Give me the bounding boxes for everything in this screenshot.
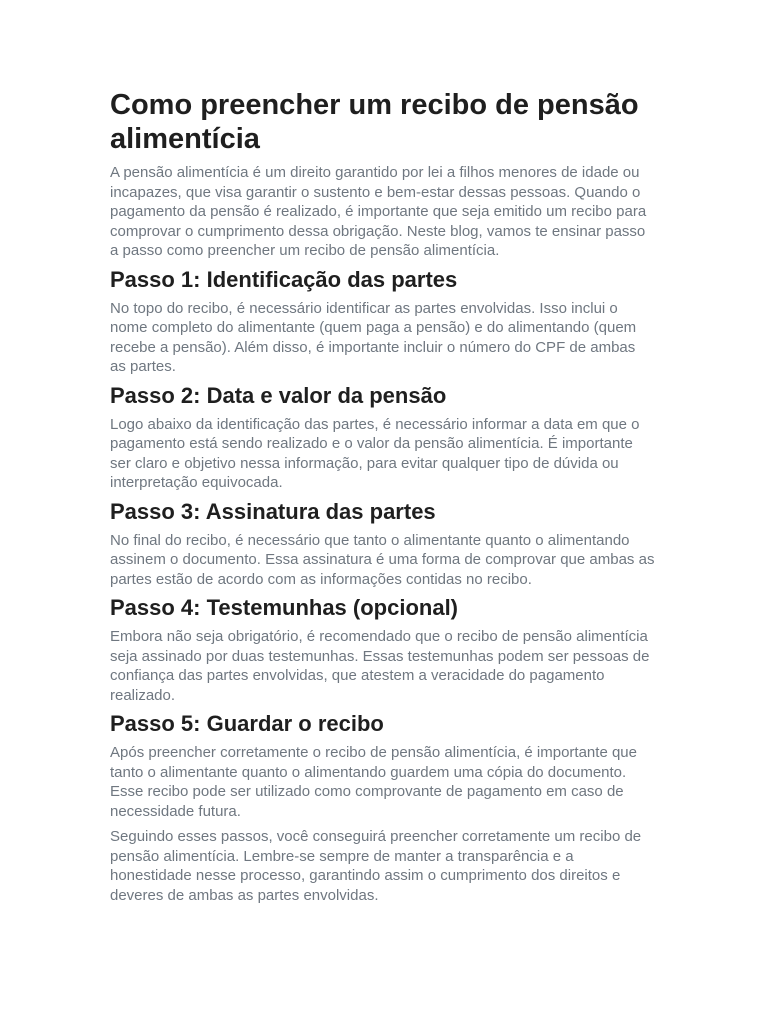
section-heading: Passo 3: Assinatura das partes: [110, 498, 436, 524]
section-heading: Passo 4: Testemunhas (opcional): [110, 595, 459, 620]
section-heading: Passo 5: Guardar o recibo: [110, 711, 384, 736]
section-passo-1: [110, 267, 655, 377]
closing-paragraph: Seguindo esses passos, você conseguirá preencher corretamente um recibo de pensão alimentícia. Lembre-se sempre de manter a transparência e a honestidade nesse processo, garantindo assim o cumprimento dos direitos e deveres de ambas as partes envolvidas.: [110, 828, 642, 904]
document-content: [110, 88, 655, 911]
section-heading: Passo 2: Data e valor da pensão: [110, 382, 447, 408]
intro-paragraph: A pensão alimentícia é um direito garantido por lei a filhos menores de idade ou incapazes, que visa garantir o sustento e bem-estar dessas pessoas. Quando o pagamento da pensão é realizado, é importante que seja emitido um recibo para comprovar o cumprimento dessa obrigação. Neste blog, vamos te ensinar passo a passo como preencher um recibo de pensão alimentícia.: [110, 164, 647, 259]
section-paragraph: Logo abaixo da identificação das partes, é necessário informar a data em que o pagamento está sendo realizado e o valor da pensão alimentícia. É importante ser claro e objetivo nessa informação, para evitar qualquer tipo de dúvida ou interpretação equivocada.: [110, 415, 640, 491]
page-title: Como preencher um recibo de pensão alimentícia: [110, 89, 639, 155]
section-paragraph: Após preencher corretamente o recibo de pensão alimentícia, é importante que tanto o alimentante quanto o alimentando guardem uma cópia do documento. Esse recibo pode ser utilizado como comprovante de pagamento em caso de necessidade futura.: [110, 744, 637, 820]
section-paragraph: No final do recibo, é necessário que tanto o alimentante quanto o alimentando assinem o documento. Essa assinatura é uma forma de comprovar que ambas as partes estão de acordo com as informações contidas no recibo.: [110, 531, 655, 588]
section-passo-5: [110, 711, 655, 821]
section-passo-4: [110, 595, 655, 705]
section-passo-3: [110, 499, 655, 590]
section-paragraph: Embora não seja obrigatório, é recomendado que o recibo de pensão alimentícia seja assinado por duas testemunhas. Essas testemunhas podem ser pessoas de confiança das partes envolvidas, que atestem a veracidade do pagamento realizado.: [110, 628, 650, 704]
section-heading: Passo 1: Identificação das partes: [110, 266, 458, 292]
section-passo-2: [110, 383, 655, 493]
section-paragraph: No topo do recibo, é necessário identificar as partes envolvidas. Isso inclui o nome completo do alimentante (quem paga a pensão) e do alimentando (quem recebe a pensão). Além disso, é importante incluir o número do CPF de ambas as partes.: [110, 299, 637, 375]
